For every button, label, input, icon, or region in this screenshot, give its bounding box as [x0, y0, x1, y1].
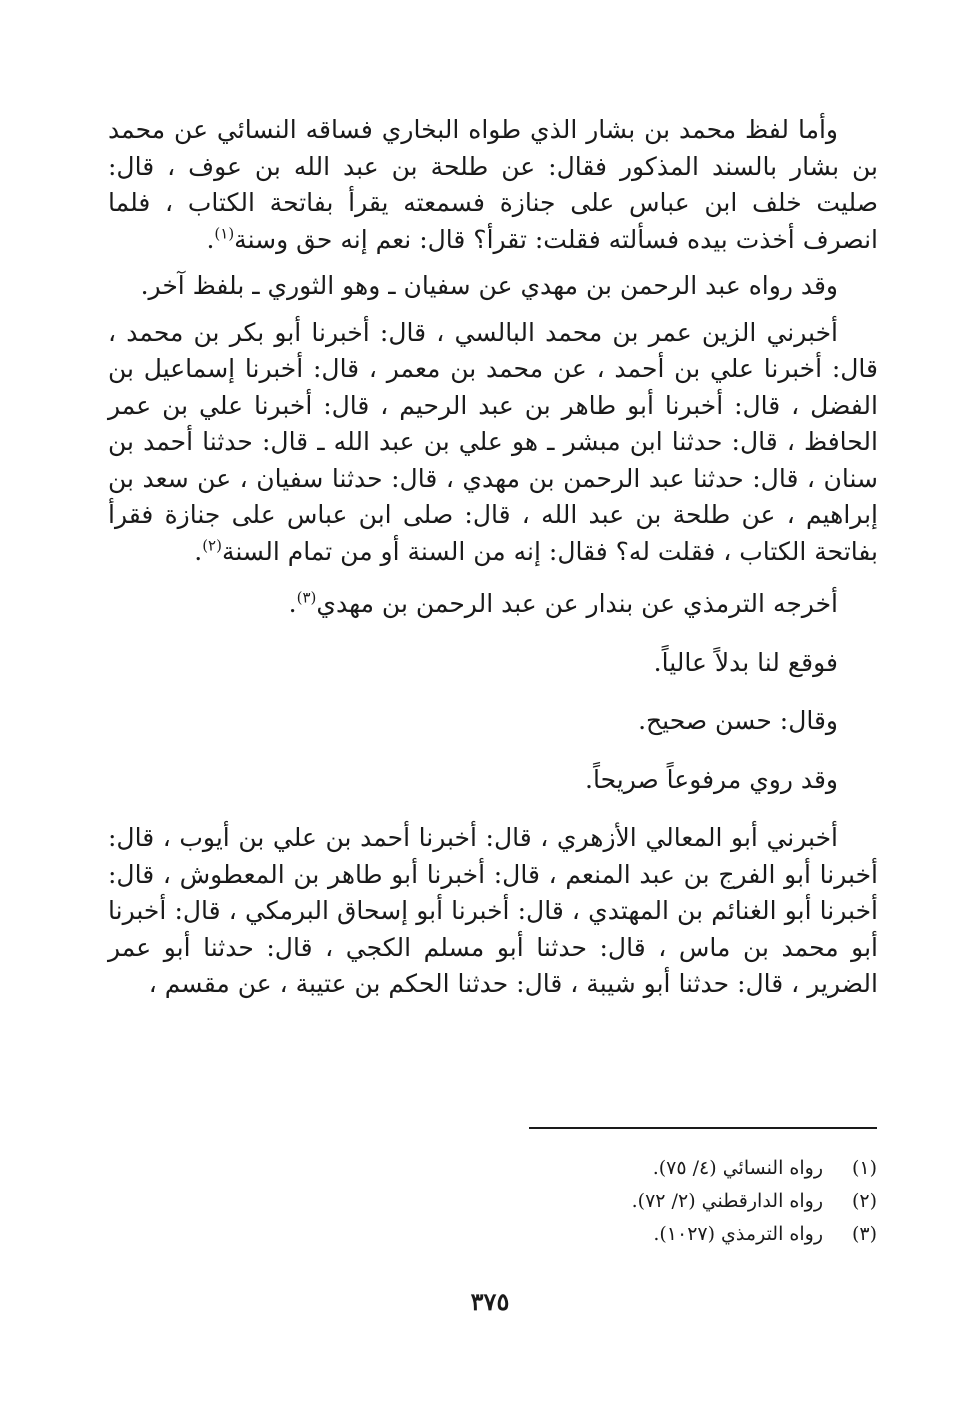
- paragraph: [108, 315, 878, 571]
- paragraph-text: أخرجه الترمذي عن بندار عن عبد الرحمن بن مهدي: [316, 589, 838, 618]
- paragraph-end: .: [194, 536, 203, 566]
- footnote-marker: (٢): [202, 536, 222, 555]
- paragraph: [108, 586, 878, 623]
- paragraph-end: .: [288, 589, 297, 618]
- footnote-number: (٢): [851, 1190, 877, 1212]
- main-text: [108, 112, 878, 1003]
- paragraph: [108, 820, 878, 1003]
- page-number: ٣٧٥: [470, 1287, 510, 1316]
- paragraph: [108, 703, 878, 740]
- paragraph-text: وقال: حسن صحيح.: [638, 706, 838, 735]
- footnote-text: رواه النسائي (٤/ ٧٥).: [652, 1157, 823, 1179]
- footnote: [177, 1185, 877, 1218]
- paragraph-end: .: [206, 224, 215, 254]
- paragraph-text: وأما لفظ محمد بن بشار الذي طواه البخاري فساقه النسائي عن محمد بن بشار بالسند المذكور فقال: عن طلحة بن عبد الله بن عوف ، قال: صليت خلف ابن عباس على جنازة فسمعته يقرأ بفاتحة الكتاب ، فلما انصرف أخذت بيده فسألته فقلت: تقرأ؟ قال: نعم إنه حق وسنة: [108, 115, 878, 254]
- paragraph: [108, 762, 878, 799]
- footnote-number: (٣): [851, 1223, 877, 1245]
- footnote-number: (١): [851, 1157, 877, 1179]
- paragraph: [108, 645, 878, 682]
- paragraph-text: وقد روي مرفوعاً صريحاً.: [585, 764, 838, 794]
- footnote-separator: [529, 1127, 877, 1129]
- paragraph: [108, 112, 878, 258]
- footnote-text: رواه الترمذي (١٠٢٧).: [653, 1223, 823, 1245]
- paragraph-text: أخبرني أبو المعالي الأزهري ، قال: أخبرنا أحمد بن علي بن أيوب ، قال: أخبرنا أبو الفرج بن عبد المنعم ، قال: أخبرنا أبو طاهر بن المعطوش ، قال: أخبرنا أبو الغنائم بن المهتدي ، قال: أخبرنا أبو إسحاق البرمكي ، قال: أخبرنا أبو محمد بن ماس ، قال: حدثنا أبو مسلم الكجي ، قال: حدثنا أبو عمر الضرير ، قال: حدثنا أبو شيبة ، قال: حدثنا الحكم بن عتيبة ، عن مقسم ،: [108, 823, 878, 998]
- footnote-marker: (٣): [296, 588, 317, 607]
- footnote: [177, 1152, 877, 1185]
- paragraph-text: فوقع لنا بدلاً عالياً.: [653, 647, 838, 677]
- paragraph-text: وقد رواه عبد الرحمن بن مهدي عن سفيان ـ وهو الثوري ـ بلفظ آخر.: [140, 271, 838, 300]
- footnote-marker: (١): [214, 224, 235, 243]
- paragraph-text: أخبرني الزين عمر بن محمد البالسي ، قال: أخبرنا أبو بكر بن محمد ، قال: أخبرنا علي بن أحمد ، عن محمد بن معمر ، قال: أخبرنا إسماعيل بن الفضل ، قال: أخبرنا أبو طاهر بن عبد الرحيم ، قال: أخبرنا علي بن عمر الحافظ ، قال: حدثنا ابن مبشر ـ هو علي بن عبد الله ـ قال: حدثنا أحمد بن سنان ، قال: حدثنا عبد الرحمن بن مهدي ، قال: حدثنا سفيان ، عن سعد بن إبراهيم ، عن طلحة بن عبد الله ، قال: صلى ابن عباس على جنازة فقرأ بفاتحة الكتاب ، فقلت له؟ فقال: إنه من السنة أو من تمام السنة: [108, 317, 878, 566]
- footnotes: [177, 1152, 877, 1251]
- paragraph: [108, 268, 878, 305]
- footnote: [177, 1218, 877, 1251]
- footnote-text: رواه الدارقطني (٢/ ٧٢).: [631, 1190, 823, 1212]
